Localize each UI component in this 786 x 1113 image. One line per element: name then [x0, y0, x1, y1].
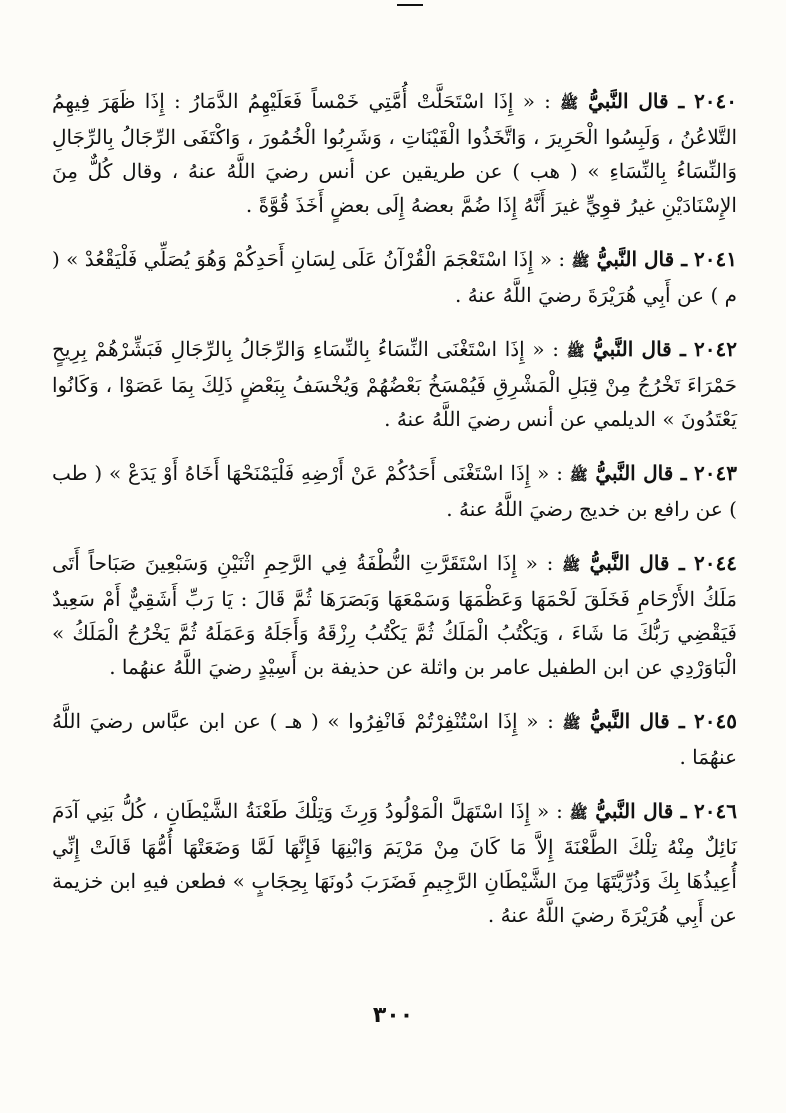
- page-body: [52, 84, 737, 952]
- hadith-lead: قال النَّبيُّ: [589, 709, 670, 733]
- salla-glyph: ﷺ: [571, 252, 590, 270]
- hadith-paragraph: ٢٠٤٣ ـ قال النَّبيُّ ﷺ : « إِذَا اسْتَغْنَى أَحَدُكُمْ عَنْ أَرْضِهِ فَلْيَمْنَحْهَا أَخَاهُ أَوْ يَدَعْ » ( طب ) عن رافع بن خديج رضيَ اللَّهُ عنهُ .: [52, 461, 737, 521]
- hadith-lead: قال النَّبيُّ: [592, 337, 672, 361]
- hadith-number: ٢٠٤٣: [694, 461, 737, 485]
- hadith-text: : « إِذَا اسْتَغْنَى النِّسَاءُ بِالنِّسَاءِ وَالرِّجَالُ بِالرِّجَالِ فَبَشِّرْهُمْ بِرِيحٍ حَمْرَاءَ تَخْرُجُ مِنْ قِبَلِ الْمَشْرِقِ فَيُمْسَخُ بَعْضُهُمْ وَيُخْسَفُ بِبَعْضٍ ذَلِكَ بِمَا عَصَوْا ، وَكَانُوا يَعْتَدُونَ » الديلمي عن أنس رضيَ اللَّهُ عنهُ .: [52, 337, 737, 431]
- hadith-text: : « إِذَا اسْتَغْنَى أَحَدُكُمْ عَنْ أَرْضِهِ فَلْيَمْنَحْهَا أَخَاهُ أَوْ يَدَعْ » ( طب ) عن رافع بن خديج رضيَ اللَّهُ عنهُ .: [52, 461, 737, 521]
- hadith-text: : « إِذَا اسْتَقَرَّتِ النُّطْفَةُ فِي الرَّحِمِ اثْنَيْنِ وَسَبْعِينَ صَبَاحاً أَتَى مَلَكُ الأَرْحَامِ فَخَلَقَ لَحْمَهَا وَعَظْمَهَا وَسَمْعَهَا وَبَصَرَهَا ثُمَّ قَالَ : يَا رَبِّ أَشَقِيٌّ أَمْ سَعِيدٌ فَيَقْضِي رَبُّكَ مَا شَاءَ ، وَيَكْتُبُ الْمَلَكُ ثُمَّ يَكْتُبُ رِزْقَهُ وَأَجَلَهُ وَعَمَلَهُ ثُمَّ يَخْرُجُ الْمَلَكُ » الْبَاوَرْدِي عن ابن الطفيل عامر بن واثلة عن حذيفة بن أَسِيْدٍ رضيَ اللَّهُ عنهُما .: [52, 551, 737, 679]
- hadith-number: ٢٠٤١: [694, 247, 738, 271]
- hadith-paragraph: ٢٠٤٥ ـ قال النَّبيُّ ﷺ : « إِذَا اسْتُنْفِرْتُمْ فَانْفِرُوا » ( هـ ) عن ابن عبَّاس رضيَ اللَّهُ عنهُمَا .: [52, 709, 737, 769]
- hadith-number: ٢٠٤٥: [694, 709, 737, 733]
- hadith-paragraph: ٢٠٤٦ ـ قال النَّبيُّ ﷺ : « إِذَا اسْتَهَلَّ الْمَوْلُودُ وَرِثَ وَتِلْكَ طَعْنَةُ الشَّيْطَانِ ، كُلُّ بَنِي آدَمَ نَائِلٌ مِنْهُ تِلْكَ الطَّعْنَةَ إِلاَّ مَا كَانَ مِنْ مَرْيَمَ وَابْنِهَا فَإِنَّهَا لَمَّا وَضَعَتْهَا أُمُّهَا قَالَتْ إِنِّي أُعِيذُهَا بِكَ وَذُرِّيَّتَهَا مِنَ الشَّيْطَانِ الرَّجِيمِ فَضَرَبَ دُونَهَا بِحِجَابٍ » فطعن فيهِ ابن خزيمة عن أَبِي هُرَيْرَةَ رضيَ اللَّهُ عنهُ .: [52, 799, 737, 927]
- hadith-paragraph: ٢٠٤٠ ـ قال النَّبيُّ ﷺ : « إِذَا اسْتَحَلَّتْ أُمَّتِي خَمْساً فَعَلَيْهِمُ الدَّمَارُ : إِذَا ظَهَرَ فِيهِمُ التَّلاعُنُ ، وَلَبِسُوا الْحَرِيرَ ، وَاتَّخَذُوا الْقَيْنَاتِ ، وَشَرِبُوا الْخُمُورَ ، وَاكْتَفَى الرِّجَالُ بِالرِّجَالِ وَالنِّسَاءُ بِالنِّسَاءِ » ( هب ) عن طريقين عن أنس رضيَ اللَّهُ عنهُ ، وقال كُلٌّ مِنَ الإِسْنَادَيْنِ غيرُ قوِيٍّ غيرَ أَنَّهُ إِذَا ضُمَّ بعضهُ إِلَى بعضٍ أَخَذَ قُوَّةً .: [52, 89, 738, 217]
- hadith-number: ٢٠٤٢: [694, 337, 738, 361]
- hadith-number: ٢٠٤٠: [694, 89, 738, 113]
- page-number: ٣٠٠: [372, 1003, 414, 1028]
- hadith-lead: قال النَّبيُّ: [595, 461, 674, 485]
- hadith-text: : « إِذَا اسْتَهَلَّ الْمَوْلُودُ وَرِثَ وَتِلْكَ طَعْنَةُ الشَّيْطَانِ ، كُلُّ بَنِي آدَمَ نَائِلٌ مِنْهُ تِلْكَ الطَّعْنَةَ إِلاَّ مَا كَانَ مِنْ مَرْيَمَ وَابْنِهَا فَإِنَّهَا لَمَّا وَضَعَتْهَا أُمُّهَا قَالَتْ إِنِّي أُعِيذُهَا بِكَ وَذُرِّيَّتَهَا مِنَ الشَّيْطَانِ الرَّجِيمِ فَضَرَبَ دُونَهَا بِحِجَابٍ » فطعن فيهِ ابن خزيمة عن أَبِي هُرَيْرَةَ رضيَ اللَّهُ عنهُ .: [52, 799, 737, 927]
- salla-glyph: ﷺ: [562, 714, 581, 732]
- salla-glyph: ﷺ: [562, 556, 581, 574]
- top-rule: [397, 4, 423, 6]
- salla-glyph: ﷺ: [566, 342, 585, 360]
- hadith-lead: قال النَّبيُّ: [588, 89, 669, 113]
- hadith-paragraph: ٢٠٤٤ ـ قال النَّبيُّ ﷺ : « إِذَا اسْتَقَرَّتِ النُّطْفَةُ فِي الرَّحِمِ اثْنَيْنِ وَسَبْعِينَ صَبَاحاً أَتَى مَلَكُ الأَرْحَامِ فَخَلَقَ لَحْمَهَا وَعَظْمَهَا وَسَمْعَهَا وَبَصَرَهَا ثُمَّ قَالَ : يَا رَبِّ أَشَقِيٌّ أَمْ سَعِيدٌ فَيَقْضِي رَبُّكَ مَا شَاءَ ، وَيَكْتُبُ الْمَلَكُ ثُمَّ يَكْتُبُ رِزْقَهُ وَأَجَلَهُ وَعَمَلَهُ ثُمَّ يَخْرُجُ الْمَلَكُ » الْبَاوَرْدِي عن ابن الطفيل عامر بن واثلة عن حذيفة بن أَسِيْدٍ رضيَ اللَّهُ عنهُما .: [52, 551, 737, 679]
- hadith-lead: قال النَّبيُّ: [595, 799, 674, 823]
- hadith-lead: قال النَّبيُّ: [589, 551, 670, 575]
- hadith-number: ٢٠٤٦: [694, 799, 737, 823]
- hadith-number: ٢٠٤٤: [694, 551, 737, 575]
- hadith-paragraph: ٢٠٤١ ـ قال النَّبيُّ ﷺ : « إِذَا اسْتَعْجَمَ الْقُرْآنُ عَلَى لِسَانِ أَحَدِكُمْ وَهُوَ يُصَلِّي فَلْيَقْعُدْ » ( م ) عن أَبِي هُرَيْرَةَ رضيَ اللَّهُ عنهُ .: [52, 247, 738, 307]
- salla-glyph: ﷺ: [560, 94, 579, 112]
- hadith-paragraph: ٢٠٤٢ ـ قال النَّبيُّ ﷺ : « إِذَا اسْتَغْنَى النِّسَاءُ بِالنِّسَاءِ وَالرِّجَالُ بِالرِّجَالِ فَبَشِّرْهُمْ بِرِيحٍ حَمْرَاءَ تَخْرُجُ مِنْ قِبَلِ الْمَشْرِقِ فَيُمْسَخُ بَعْضُهُمْ وَيُخْسَفُ بِبَعْضٍ ذَلِكَ بِمَا عَصَوْا ، وَكَانُوا يَعْتَدُونَ » الديلمي عن أنس رضيَ اللَّهُ عنهُ .: [52, 337, 738, 431]
- salla-glyph: ﷺ: [569, 466, 588, 484]
- hadith-text: : « إِذَا اسْتَحَلَّتْ أُمَّتِي خَمْساً فَعَلَيْهِمُ الدَّمَارُ : إِذَا ظَهَرَ فِيهِمُ التَّلاعُنُ ، وَلَبِسُوا الْحَرِيرَ ، وَاتَّخَذُوا الْقَيْنَاتِ ، وَشَرِبُوا الْخُمُورَ ، وَاكْتَفَى الرِّجَالُ بِالرِّجَالِ وَالنِّسَاءُ بِالنِّسَاءِ » ( هب ) عن طريقين عن أنس رضيَ اللَّهُ عنهُ ، وقال كُلٌّ مِنَ الإِسْنَادَيْنِ غيرُ قوِيٍّ غيرَ أَنَّهُ إِذَا ضُمَّ بعضهُ إِلَى بعضٍ أَخَذَ قُوَّةً .: [52, 89, 737, 217]
- salla-glyph: ﷺ: [569, 804, 588, 822]
- hadith-text: : « إِذَا اسْتُنْفِرْتُمْ فَانْفِرُوا » ( هـ ) عن ابن عبَّاس رضيَ اللَّهُ عنهُمَا .: [52, 709, 737, 769]
- hadith-lead: قال النَّبيُّ: [596, 247, 675, 271]
- hadith-text: : « إِذَا اسْتَعْجَمَ الْقُرْآنُ عَلَى لِسَانِ أَحَدِكُمْ وَهُوَ يُصَلِّي فَلْيَقْعُدْ » ( م ) عن أَبِي هُرَيْرَةَ رضيَ اللَّهُ عنهُ .: [52, 247, 737, 307]
